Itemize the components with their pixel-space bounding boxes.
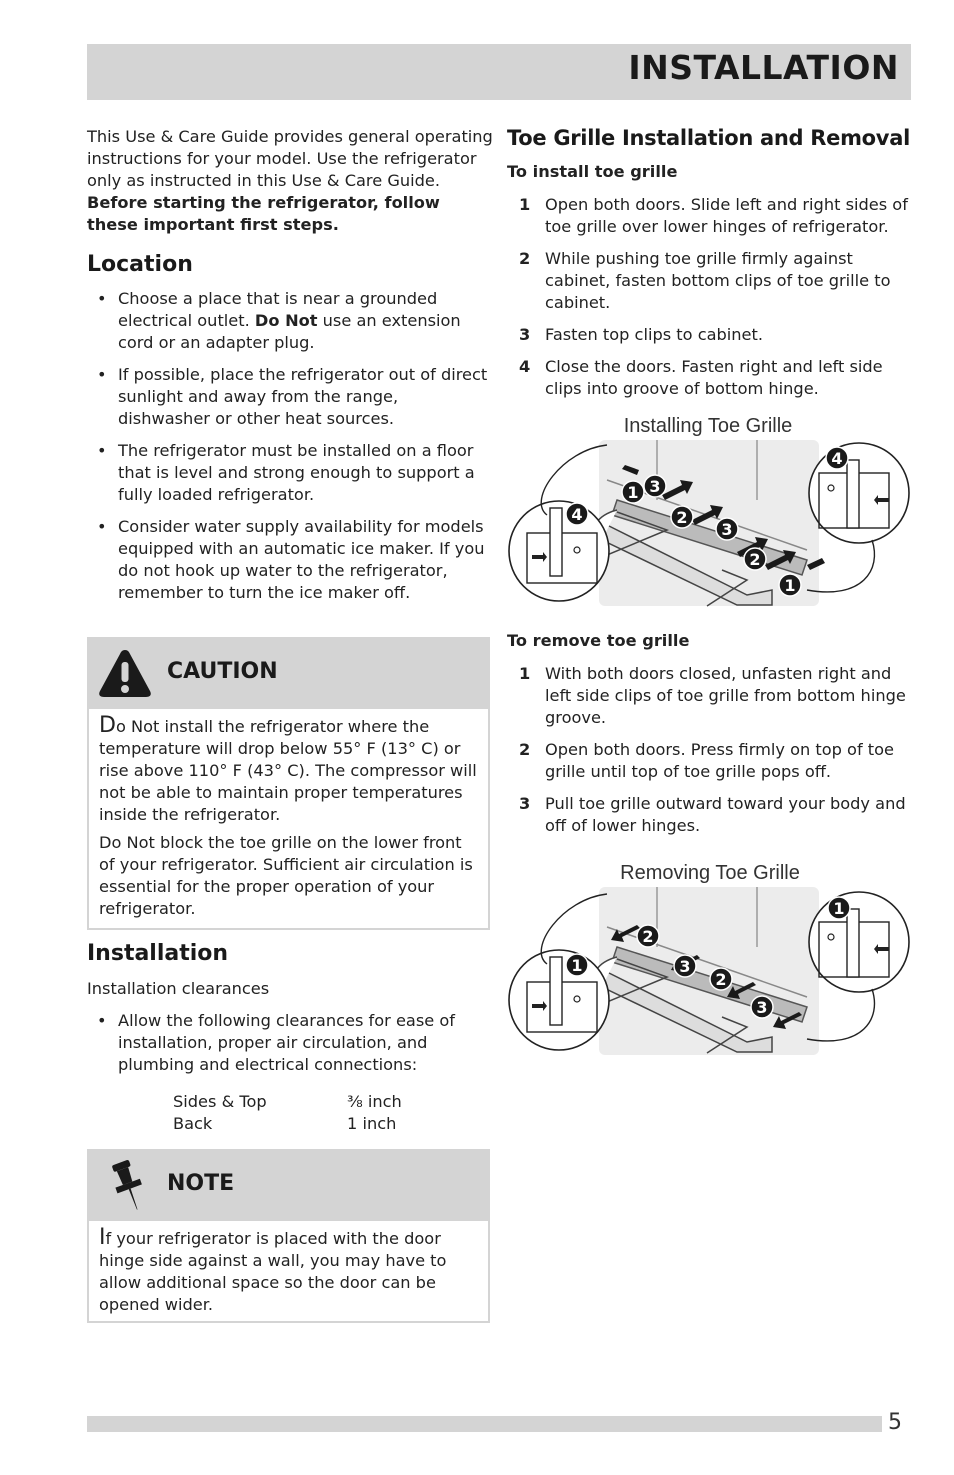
step-text: Close the doors. Fasten right and left side clips into groove of bottom hinge. — [545, 357, 883, 398]
intro-paragraph — [87, 126, 493, 236]
bullet-bold: Do Not — [254, 311, 318, 330]
footer-bar — [87, 1416, 882, 1432]
bullet-text: Choose a place that is near a grounded electrical outlet. — [118, 289, 438, 330]
note-body — [87, 1221, 490, 1323]
step-badge — [826, 447, 848, 469]
page-number: 5 — [888, 1410, 902, 1435]
list-item — [507, 194, 913, 238]
svg-text:3: 3 — [721, 520, 733, 539]
step-badge — [671, 506, 693, 528]
page-title: INSTALLATION — [628, 48, 899, 87]
bullet-text: use an extension cord or an adapter plug. — [118, 311, 461, 352]
step-badge — [566, 954, 588, 976]
removing-toe-grille-illustration — [507, 887, 912, 1057]
list-item — [507, 248, 913, 314]
note-label: NOTE — [167, 1171, 235, 1196]
step-number: 3 — [519, 325, 531, 344]
step-number: 2 — [519, 740, 531, 759]
note-text: f your refrigerator is placed with the door hinge side against a wall, you may have to allow additional space so the door can be opened wider. — [99, 1229, 447, 1314]
caution-paragraph — [99, 715, 480, 826]
list-item — [507, 663, 913, 729]
svg-text:3: 3 — [649, 477, 661, 496]
installation-heading: Installation — [87, 941, 229, 966]
page-header-bar — [87, 44, 911, 100]
list-item: • The refrigerator must be installed on a floor that is level and strong enough to support a fully loaded refrigerator. — [87, 440, 493, 506]
svg-text:1: 1 — [784, 576, 796, 595]
step-badge — [744, 548, 766, 570]
svg-text:1: 1 — [627, 483, 639, 502]
note-header — [87, 1149, 490, 1221]
remove-subheading: To remove toe grille — [507, 631, 690, 650]
svg-text:3: 3 — [756, 998, 768, 1017]
pushpin-icon — [109, 1159, 149, 1215]
svg-text:2: 2 — [749, 550, 761, 569]
step-text: Open both doors. Press firmly on top of toe grille until top of toe grille pops off. — [545, 740, 895, 781]
clearance-label: Back — [173, 1114, 213, 1133]
step-number: 1 — [519, 664, 531, 683]
step-number: 1 — [519, 195, 531, 214]
step-badge — [644, 475, 666, 497]
step-number: 3 — [519, 794, 531, 813]
step-badge — [710, 968, 732, 990]
installing-toe-grille-illustration — [507, 440, 912, 608]
intro-text: This Use & Care Guide provides general operating instructions for your model. Use the refrigerator only as instructed in this Use & Care Guide. — [87, 127, 493, 190]
step-number: 2 — [519, 249, 531, 268]
caution-text: o Not install the refrigerator where the temperature will drop below 55° F (13° C) or rise above 110° F (43° C). The compressor will not be able to maintain proper temperatures inside the refrigerator. — [99, 717, 477, 824]
clearance-row — [173, 1113, 402, 1135]
list-item: • If possible, place the refrigerator out of direct sunlight and away from the range, dishwasher or other heat sources. — [87, 364, 493, 430]
list-item — [507, 793, 913, 837]
svg-text:4: 4 — [831, 449, 843, 468]
step-text: Pull toe grille outward toward your body and off of lower hinges. — [545, 794, 906, 835]
svg-text:4: 4 — [571, 505, 583, 524]
list-item — [87, 288, 493, 354]
clearance-value: 1 inch — [347, 1114, 397, 1133]
remove-steps — [507, 663, 913, 847]
drop-cap: I — [99, 1225, 106, 1250]
step-badge — [674, 955, 696, 977]
caution-body — [87, 709, 490, 930]
figure-title-removing: Removing Toe Grille — [620, 862, 800, 884]
step-badge — [566, 503, 588, 525]
step-badge — [779, 574, 801, 596]
caution-header — [87, 637, 490, 709]
drop-cap: D — [99, 713, 116, 738]
step-badge — [637, 925, 659, 947]
step-badge — [622, 481, 644, 503]
svg-text:2: 2 — [676, 508, 688, 527]
installation-subtitle: Installation clearances — [87, 979, 270, 998]
intro-bold: Before starting the refrigerator, follow these important first steps. — [87, 193, 440, 234]
step-text: Fasten top clips to cabinet. — [545, 325, 764, 344]
step-badge — [716, 518, 738, 540]
location-heading: Location — [87, 252, 193, 277]
step-badge — [751, 996, 773, 1018]
step-text: With both doors closed, unfasten right and left side clips of toe grille from bottom hinge groove. — [545, 664, 906, 727]
install-subheading: To install toe grille — [507, 162, 678, 181]
figure-title-installing: Installing Toe Grille — [623, 415, 793, 437]
location-list — [87, 288, 493, 614]
toe-grille-heading: Toe Grille Installation and Removal — [507, 126, 910, 150]
clearance-value: ⅜ inch — [347, 1092, 402, 1111]
list-item: • Allow the following clearances for ease of installation, proper air circulation, and plumbing and electrical connections: — [87, 1010, 487, 1076]
list-item: • Consider water supply availability for models equipped with an automatic ice maker. If you do not hook up water to the refrigerator, remember to turn the ice maker off. — [87, 516, 493, 604]
svg-text:2: 2 — [642, 927, 654, 946]
svg-text:2: 2 — [715, 970, 727, 989]
svg-text:1: 1 — [833, 899, 845, 918]
installation-list — [87, 1010, 487, 1086]
step-text: While pushing toe grille firmly against cabinet, fasten bottom clips of toe grille to cabinet. — [545, 249, 891, 312]
svg-text:1: 1 — [571, 956, 583, 975]
list-item — [507, 324, 913, 346]
list-item — [507, 356, 913, 400]
svg-text:3: 3 — [679, 957, 691, 976]
list-item — [507, 739, 913, 783]
step-text: Open both doors. Slide left and right sides of toe grille over lower hinges of refrigerator. — [545, 195, 908, 236]
warning-icon — [97, 647, 153, 699]
clearance-table — [173, 1091, 402, 1135]
caution-label: CAUTION — [167, 659, 278, 684]
install-steps — [507, 194, 913, 410]
clearance-row — [173, 1091, 402, 1113]
clearance-label: Sides & Top — [173, 1092, 267, 1111]
step-badge — [828, 897, 850, 919]
caution-paragraph: Do Not block the toe grille on the lower front of your refrigerator. Sufficient air circulation is essential for the proper operation of your refrigerator. — [99, 833, 473, 918]
step-number: 4 — [519, 357, 531, 376]
